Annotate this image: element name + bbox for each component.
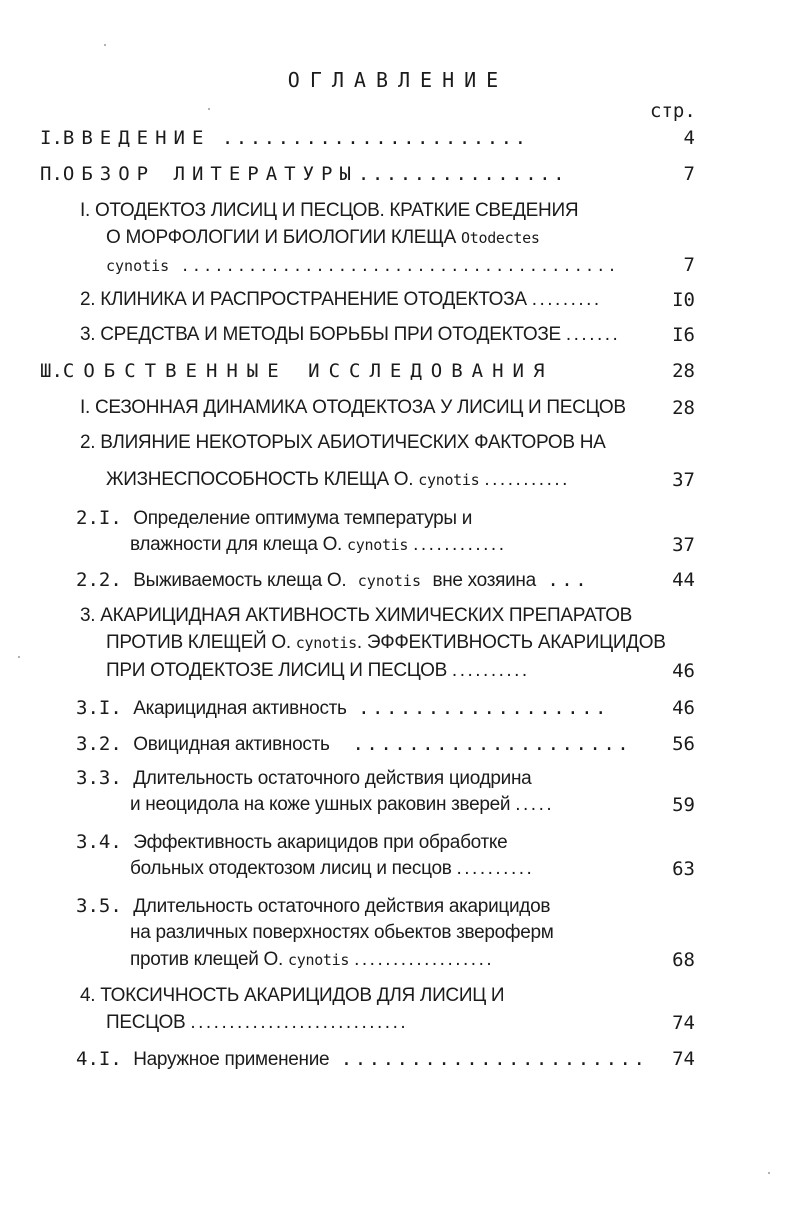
toc-entry-acaricidal-chem-line-2: ПРОТИВ КЛЕЩЕЙ О. cynotis. ЭФФЕКТИВНОСТЬ АКАРИЦИДОВ <box>106 632 666 653</box>
entry-leader: ...................... <box>221 127 529 149</box>
entry-page: 74 <box>672 1012 695 1034</box>
toc-entry-abiotic: 2. ВЛИЯНИЕ НЕКОТОРЫХ АБИОТИЧЕСКИХ ФАКТОРОВ НА <box>80 432 606 453</box>
toc-entry-control-methods: 3. СРЕДСТВА И МЕТОДЫ БОРЬБЫ ПРИ ОТОДЕКТОЗЕ ....... <box>80 324 621 345</box>
toc-entry-otodectosis-line-3 <box>106 254 619 277</box>
toc-entry-intro <box>40 127 529 149</box>
toc-entry-residual-surfaces-line-3: против клещей О. cynotis .................. <box>130 949 495 970</box>
entry-page: 74 <box>672 1048 695 1070</box>
entry-page: 46 <box>672 660 695 682</box>
entry-number: I. <box>40 127 63 149</box>
page-column-header: стр. <box>650 100 696 122</box>
entry-title: ОБЗОР ЛИТЕРАТУРЫ <box>62 163 358 185</box>
toc-entry-review <box>40 163 567 185</box>
entry-page: 28 <box>672 360 695 382</box>
entry-page: 37 <box>672 469 695 491</box>
toc-entry-otodectosis <box>80 200 578 222</box>
entry-page: 4 <box>683 127 695 149</box>
toc-entry-residual-surfaces-line-2: на различных поверхностях обьектов звероферм <box>130 922 554 943</box>
entry-title-line-1: ОТОДЕКТОЗ ЛИСИЦ И ПЕСЦОВ. КРАТКИЕ СВЕДЕНИЯ <box>94 200 579 221</box>
scan-speck <box>208 108 210 110</box>
toc-entry-toxicity: 4. ТОКСИЧНОСТЬ АКАРИЦИДОВ ДЛЯ ЛИСИЦ И <box>80 985 505 1006</box>
entry-page: 59 <box>672 794 695 816</box>
entry-page: 28 <box>672 397 695 419</box>
entry-title: ВВЕДЕНИЕ <box>62 127 211 149</box>
toc-entry-acaricidal: 3.I. Акарицидная активность .................. <box>76 697 609 719</box>
scan-speck <box>18 656 20 658</box>
entry-page: 7 <box>683 163 695 185</box>
entry-number: П. <box>40 163 63 185</box>
toc-entry-acaricidal-chem: 3. АКАРИЦИДНАЯ АКТИВНОСТЬ ХИМИЧЕСКИХ ПРЕПАРАТОВ <box>80 605 633 626</box>
toc-entry-external-use: 4.I. Наружное применение ...................... <box>76 1048 648 1070</box>
entry-page: I6 <box>672 324 695 346</box>
toc-entry-efficacy-line-2: больных отодектозом лисиц и песцов .......... <box>130 858 535 879</box>
toc-entry-clinic: 2. КЛИНИКА И РАСПРОСТРАНЕНИЕ ОТОДЕКТОЗА ......... <box>80 289 602 310</box>
toc-entry-residual-skin: 3.3. Длительность остаточного действия циодрина <box>76 767 532 789</box>
entry-page: 46 <box>672 697 695 719</box>
toc-entry-residual-skin-line-2: и неоцидола на коже ушных раковин зверей ..... <box>130 794 555 815</box>
toc-entry-abiotic-line-2: ЖИЗНЕСПОСОБНОСТЬ КЛЕЩА О. cynotis ........... <box>106 469 570 490</box>
entry-number: I. <box>80 200 90 221</box>
scan-speck <box>768 1172 770 1174</box>
toc-entry-seasonal: I. СЕЗОННАЯ ДИНАМИКА ОТОДЕКТОЗА У ЛИСИЦ И ПЕСЦОВ <box>80 397 626 418</box>
latin-species: cynotis <box>106 257 170 275</box>
entry-leader: ....................................... <box>180 257 619 275</box>
latin-genus: Otodectes <box>461 229 540 247</box>
toc-entry-acaricidal-chem-line-3: ПРИ ОТОДЕКТОЗЕ ЛИСИЦ И ПЕСЦОВ .......... <box>106 660 530 681</box>
page-title: ОГЛАВЛЕНИЕ <box>287 68 509 92</box>
entry-page: 7 <box>683 254 695 276</box>
entry-page: 63 <box>672 858 695 880</box>
toc-entry-residual-surfaces: 3.5. Длительность остаточного действия акарицидов <box>76 895 551 917</box>
entry-leader: ............... <box>357 163 568 185</box>
entry-page: 37 <box>672 534 695 556</box>
toc-entry-ovicidal: 3.2. Овицидная активность .................... <box>76 733 632 755</box>
entry-page: 56 <box>672 733 695 755</box>
toc-entry-survival: 2.2. Выживаемость клеща О. cynotis вне хозяина ... <box>76 569 590 591</box>
toc-entry-own-research: Ш.СОБСТВЕННЫЕ ИССЛЕДОВАНИЯ <box>40 360 554 382</box>
entry-page: 68 <box>672 949 695 971</box>
toc-entry-efficacy: 3.4. Эффективность акарицидов при обработке <box>76 831 508 853</box>
toc-entry-optimum-line-2: влажности для клеща О. cynotis ............ <box>130 534 507 555</box>
toc-entry-toxicity-line-2: ПЕСЦОВ ............................ <box>106 1012 409 1033</box>
scan-speck <box>104 44 106 46</box>
entry-page: 44 <box>672 569 695 591</box>
toc-entry-optimum: 2.I. Определение оптимума температуры и <box>76 507 473 529</box>
entry-page: I0 <box>672 289 695 311</box>
toc-entry-otodectosis-line-2: О МОРФОЛОГИИ И БИОЛОГИИ КЛЕЩА Otodectes <box>106 227 540 248</box>
